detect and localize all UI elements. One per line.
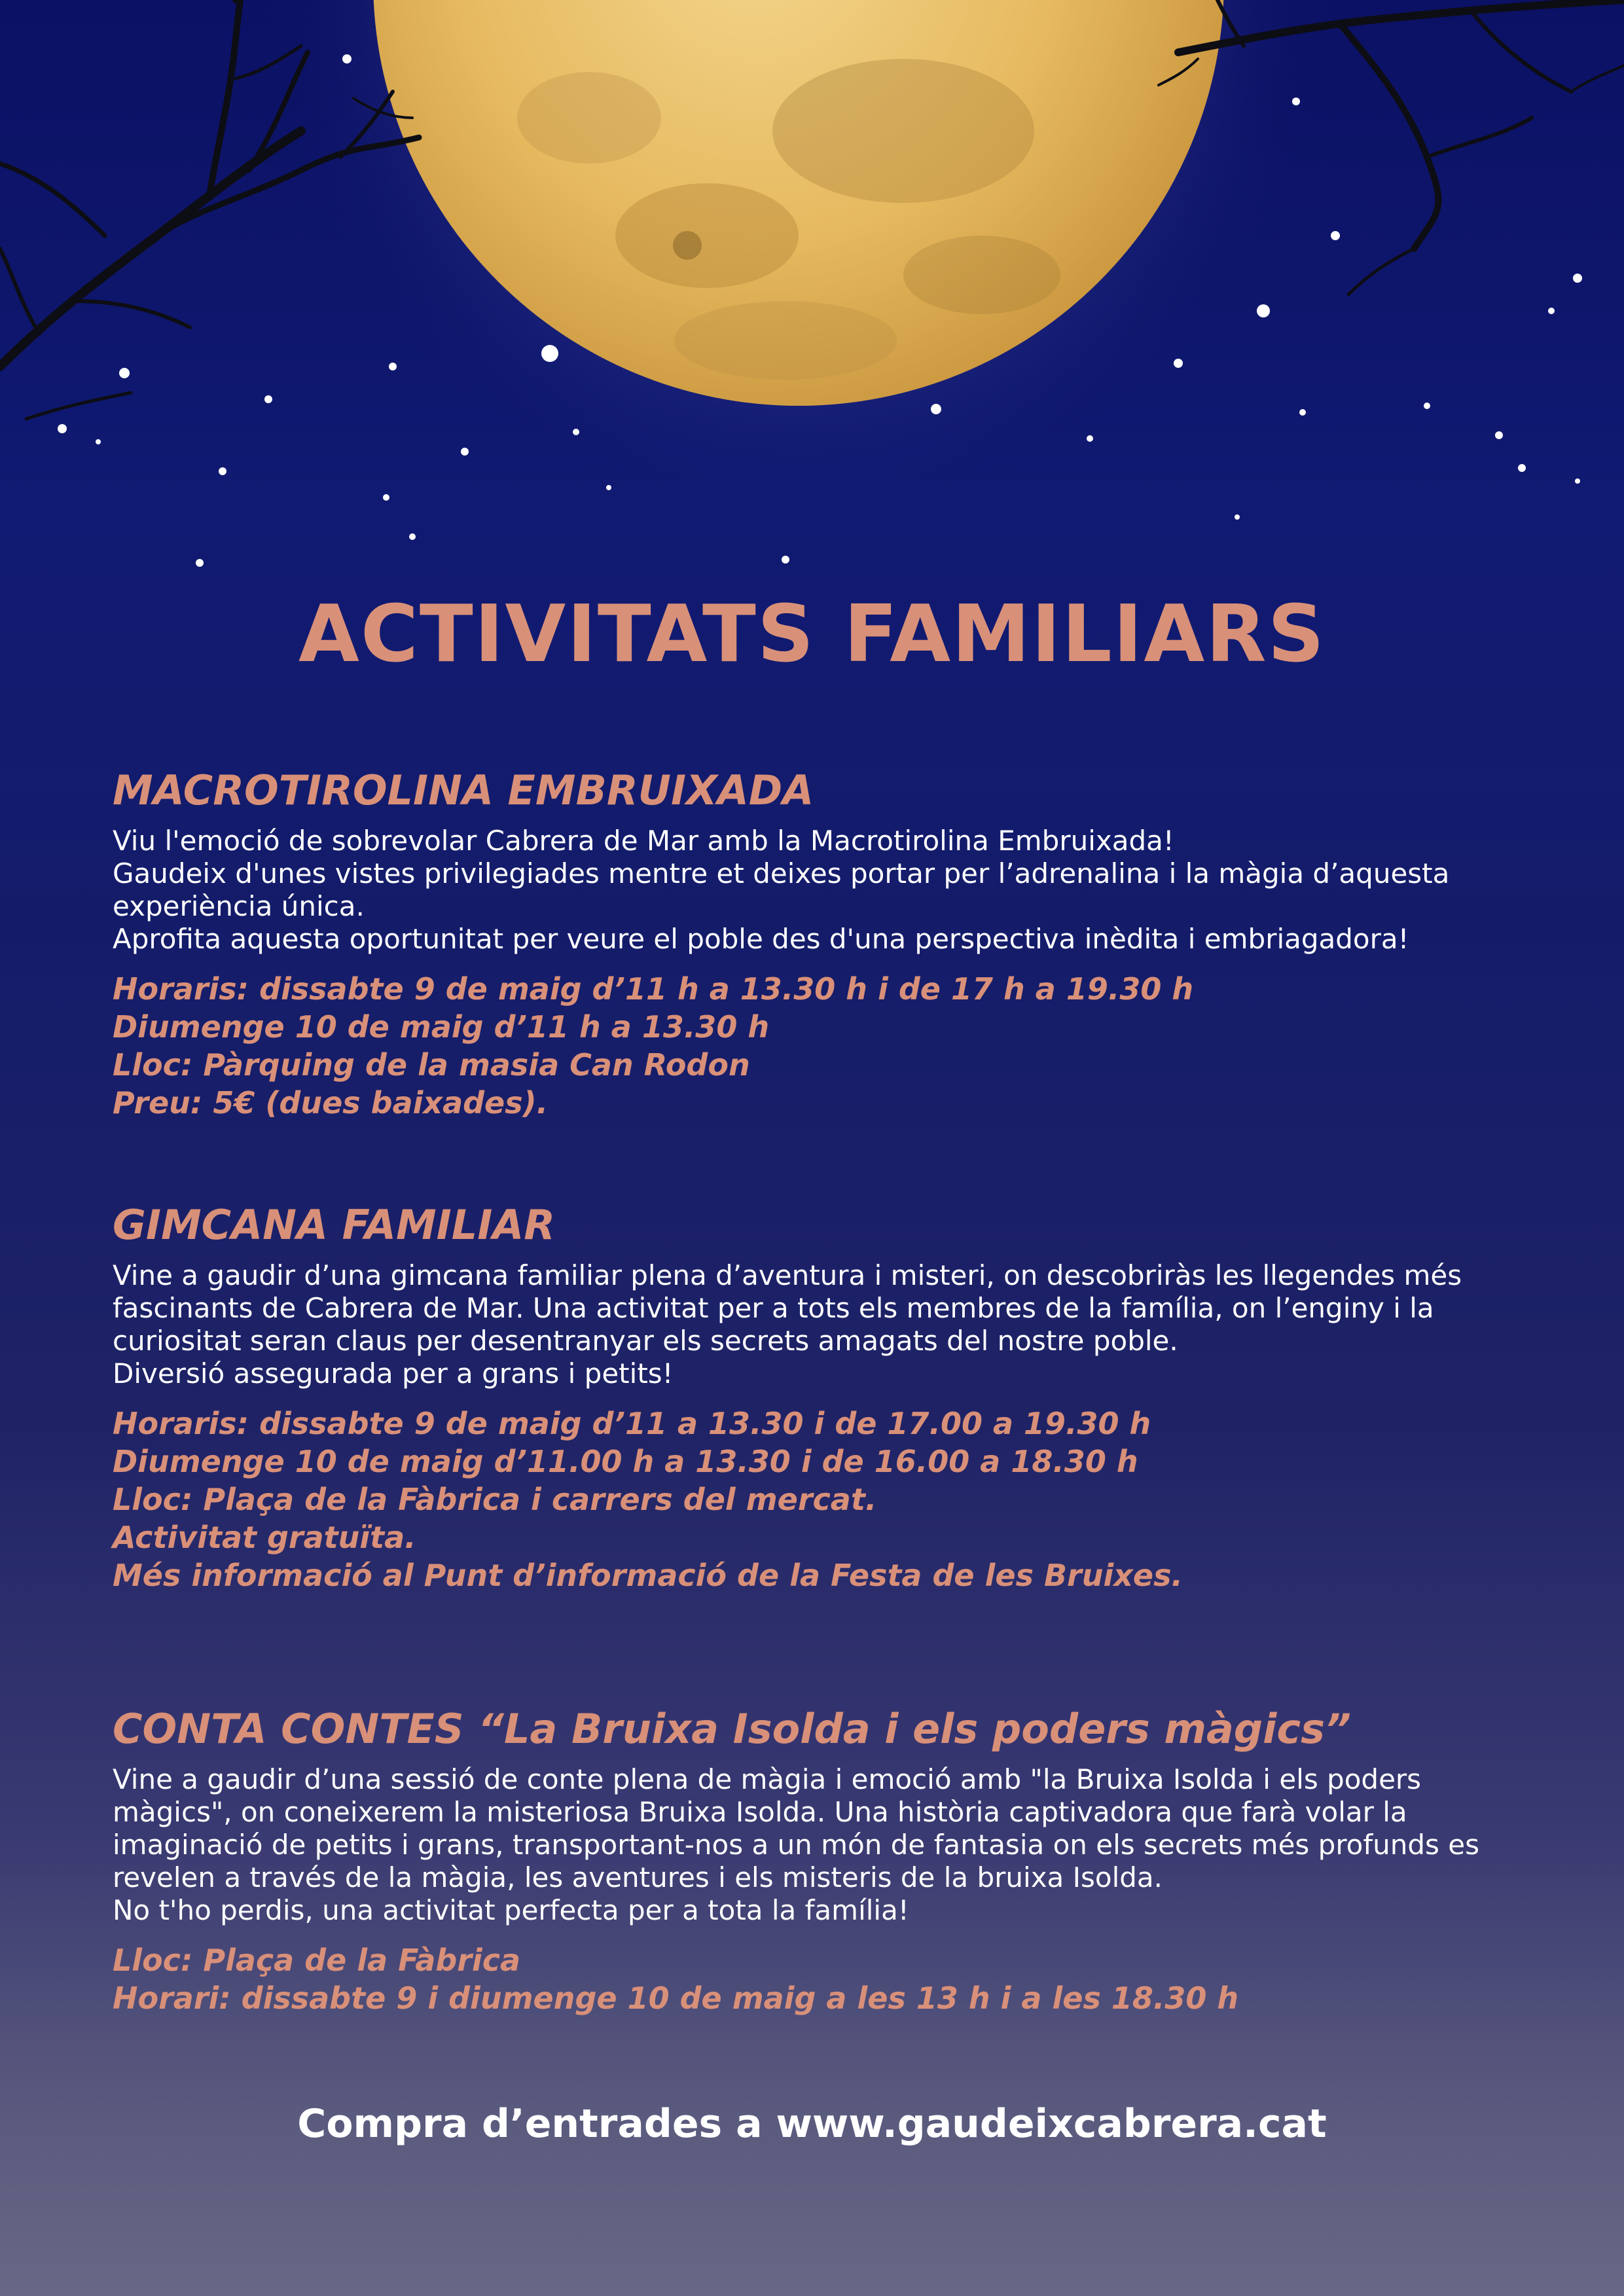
detail-line: Diumenge 10 de maig d’11 h a 13.30 h	[113, 1009, 770, 1045]
detail-line: Horari: dissabte 9 i diumenge 10 de maig a les 13 h i a les 18.30 h	[113, 1981, 1239, 2016]
section-details	[113, 970, 1540, 1122]
description-line: Diversió assegurada per a grans i petits!	[113, 1357, 674, 1390]
detail-line: Horaris: dissabte 9 de maig d’11 a 13.30 i de 17.00 a 19.30 h	[113, 1406, 1151, 1441]
section-title: MACROTIROLINA EMBRUIXADA	[113, 766, 814, 814]
detail-line: Lloc: Plaça de la Fàbrica i carrers del mercat.	[113, 1482, 877, 1517]
section-details	[113, 1941, 1540, 2017]
section-description	[113, 1259, 1540, 1390]
description-line: No t'ho perdis, una activitat perfecta per a tota la família!	[113, 1894, 909, 1926]
section-title: CONTA CONTES “La Bruixa Isolda i els poders màgics”	[113, 1705, 1351, 1753]
section-details	[113, 1405, 1540, 1594]
section-title: GIMCANA FAMILIAR	[113, 1201, 556, 1249]
activity-gimcana	[113, 1199, 1540, 1594]
detail-line: Diumenge 10 de maig d’11.00 h a 13.30 i de 16.00 a 18.30 h	[113, 1444, 1138, 1479]
page-title: ACTIVITATS FAMILIARS	[298, 589, 1326, 680]
section-description	[113, 1763, 1540, 1927]
activity-macrotirolina	[113, 764, 1540, 1122]
detail-line: Horaris: dissabte 9 de maig d’11 h a 13.30 h i de 17 h a 19.30 h	[113, 971, 1194, 1007]
detail-line: Més informació al Punt d’informació de la Festa de les Bruixes.	[113, 1558, 1183, 1593]
description-line: Aprofita aquesta oportunitat per veure el poble des d'una perspectiva inèdita i embriagadora!	[113, 923, 1409, 955]
section-description	[113, 825, 1540, 956]
detail-line: Lloc: Plaça de la Fàbrica	[113, 1943, 521, 1978]
activity-conta-contes	[113, 1703, 1540, 2017]
night-sky-illustration	[0, 0, 1624, 655]
description-line: Vine a gaudir d’una sessió de conte plena de màgia i emoció amb "la Bruixa Isolda i els poders màgics", on coneixerem la misteriosa Bruixa Isolda. Una història captivadora que farà volar la imaginació de petits i grans, transportant-nos a un món de fantasia on els secrets més profunds es revelen a través de la màgia, les aventures i els misteris de la bruixa Isolda.	[113, 1763, 1480, 1893]
detail-line: Preu: 5€ (dues baixades).	[113, 1085, 549, 1121]
detail-line: Activitat gratuïta.	[113, 1520, 416, 1555]
description-line: Vine a gaudir d’una gimcana familiar plena d’aventura i misteri, on descobriràs les llegendes més fascinants de Cabrera de Mar. Una activitat per a tots els membres de la família, on l’enginy i la curiositat seran claus per desentranyar els secrets amagats del nostre poble.	[113, 1259, 1462, 1357]
detail-line: Lloc: Pàrquing de la masia Can Rodon	[113, 1047, 750, 1083]
ticket-purchase-footer: Compra d’entrades a www.gaudeixcabrera.cat	[297, 2101, 1327, 2147]
description-line: Gaudeix d'unes vistes privilegiades mentre et deixes portar per l’adrenalina i la màgia d’aquesta experiència única.	[113, 857, 1450, 922]
description-line: Viu l'emoció de sobrevolar Cabrera de Mar amb la Macrotirolina Embruixada!	[113, 825, 1174, 857]
